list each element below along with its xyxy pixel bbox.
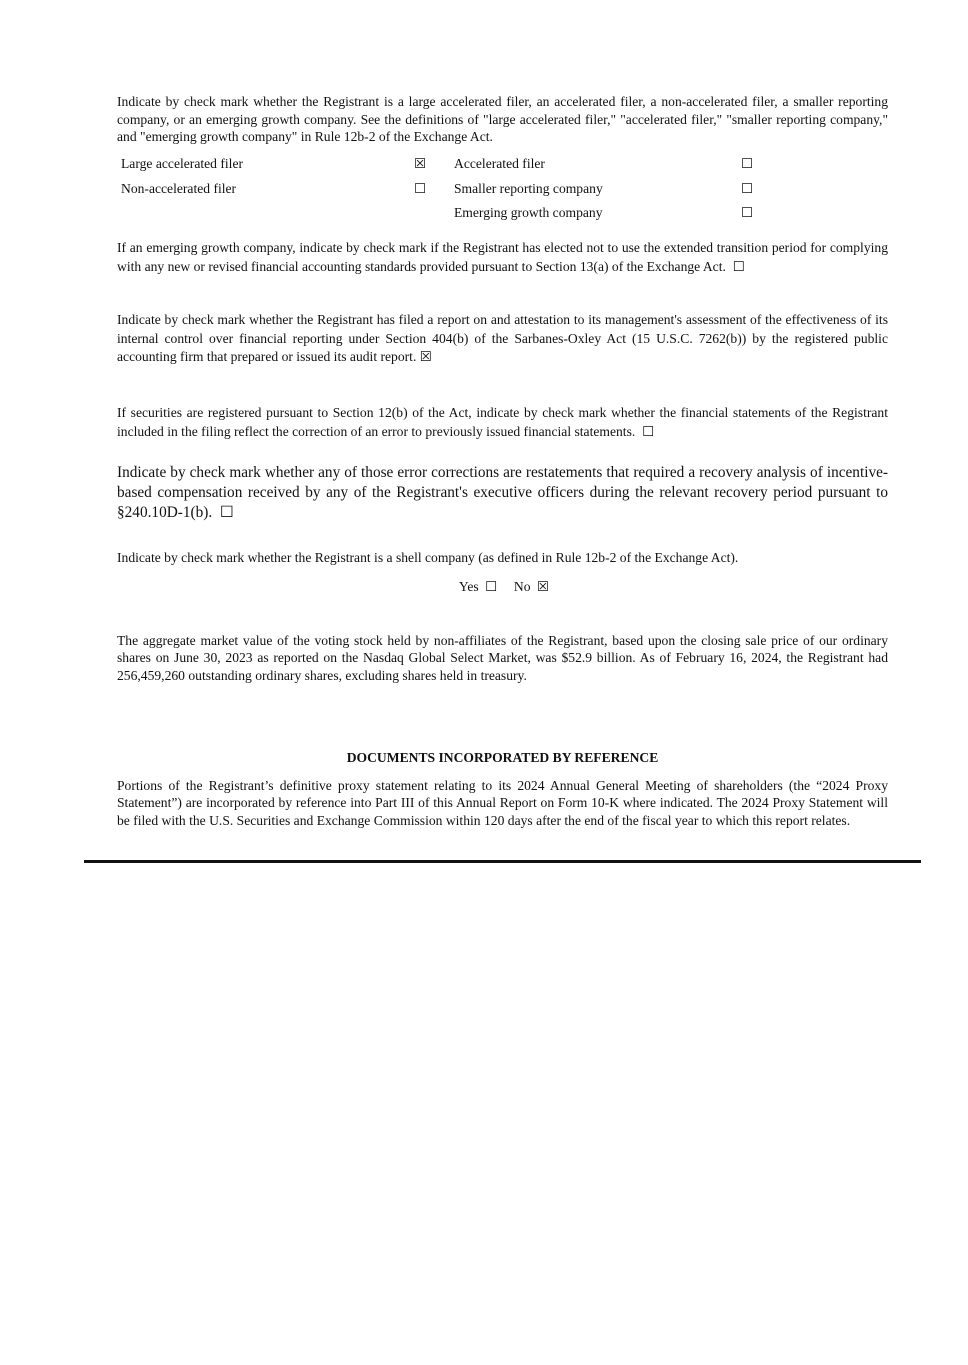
restatement-recovery-checkbox[interactable]: ☐ [219,504,234,522]
non-accelerated-filer-label: Non-accelerated filer [121,180,237,196]
shell-company-question: Indicate by check mark whether the Registrant is a shell company (as defined in Rule 12b-2 of the Exchange Act). [117,550,739,566]
smaller-reporting-company-checkbox[interactable]: ☐ [741,180,754,196]
error-correction-text: If securities are registered pursuant to Section 12(b) of the Act, indicate by check mark whether the financial statements of the Registrant included in the filing reflect the correction of an error to previously issued financial statements. [117,405,888,440]
table-row [117,176,767,201]
large-accelerated-filer-checkbox[interactable]: ☒ [414,156,427,172]
table-row [117,201,767,226]
form-10k-cover-continued [117,93,888,829]
shell-company-yes-no [117,579,888,595]
large-accelerated-filer-label: Large accelerated filer [121,156,243,172]
emerging-growth-transition-paragraph [117,238,888,276]
emerging-growth-company-checkbox[interactable]: ☐ [741,205,754,221]
accelerated-filer-label: Accelerated filer [454,156,545,172]
shell-no-checkbox[interactable]: ☒ [536,578,550,594]
smaller-reporting-company-label: Smaller reporting company [454,180,603,196]
filer-status-table [117,152,767,226]
accelerated-filer-checkbox[interactable]: ☐ [741,156,754,172]
restatement-recovery-paragraph [117,463,888,523]
internal-control-checkbox[interactable]: ☒ [419,348,432,364]
emerging-growth-transition-checkbox[interactable]: ☐ [732,259,745,275]
internal-control-text: Indicate by check mark whether the Registrant has filed a report on and attestation to its management's assessment of the effectiveness of its internal control over financial reporting under Section 404(b) of the Sarbanes-Oxley Act (15 U.S.C. 7262(b)) by the registered public accounting firm that prepared or issued its audit report. [117,312,888,364]
shell-yes-label: Yes [458,578,479,594]
documents-incorporated-heading: DOCUMENTS INCORPORATED BY REFERENCE [346,749,659,765]
error-correction-checkbox[interactable]: ☐ [642,424,655,440]
shell-yes-checkbox[interactable]: ☐ [485,578,498,594]
documents-incorporated-paragraph: Portions of the Registrant’s definitive proxy statement relating to its 2024 Annual General Meeting of shareholders (the “2024 Proxy Statement”) are incorporated by reference into Part III of this Annual Report on Form 10-K where indicated. The 2024 Proxy Statement will be filed with the U.S. Securities and Exchange Commission within 120 days after the end of the fiscal year to which this report relates. [117,777,888,828]
error-correction-paragraph [117,403,888,441]
market-value-paragraph: The aggregate market value of the voting stock held by non-affiliates of the Registrant, based upon the closing sale price of our ordinary shares on June 30, 2023 as reported on the Nasdaq Global Select Market, was $52.9 billion. As of February 16, 2024, the Registrant had 256,459,260 outstanding ordinary shares, excluding shares held in treasury. [117,632,888,683]
emerging-growth-company-label: Emerging growth company [454,205,603,221]
filer-status-intro: Indicate by check mark whether the Registrant is a large accelerated filer, an accelerated filer, a non-accelerated filer, a smaller reporting company, or an emerging growth company. See the definitions of "large accelerated filer," "accelerated filer," "smaller reporting company," and "emerging growth company" in Rule 12b-2 of the Exchange Act. [117,94,888,145]
table-row [117,152,767,177]
restatement-recovery-text: Indicate by check mark whether any of those error corrections are restatements that required a recovery analysis of incentive-based compensation received by any of the Registrant's executive officers during the relevant recovery period pursuant to §240.10D-1(b). [117,464,888,522]
section-divider [84,860,921,863]
internal-control-paragraph [117,311,888,366]
shell-no-label: No [513,578,531,594]
emerging-growth-transition-text: If an emerging growth company, indicate by check mark if the Registrant has elected not to use the extended transition period for complying with any new or revised financial accounting standards provided pursuant to Section 13(a) of the Exchange Act. [117,240,888,275]
non-accelerated-filer-checkbox[interactable]: ☐ [414,180,427,196]
